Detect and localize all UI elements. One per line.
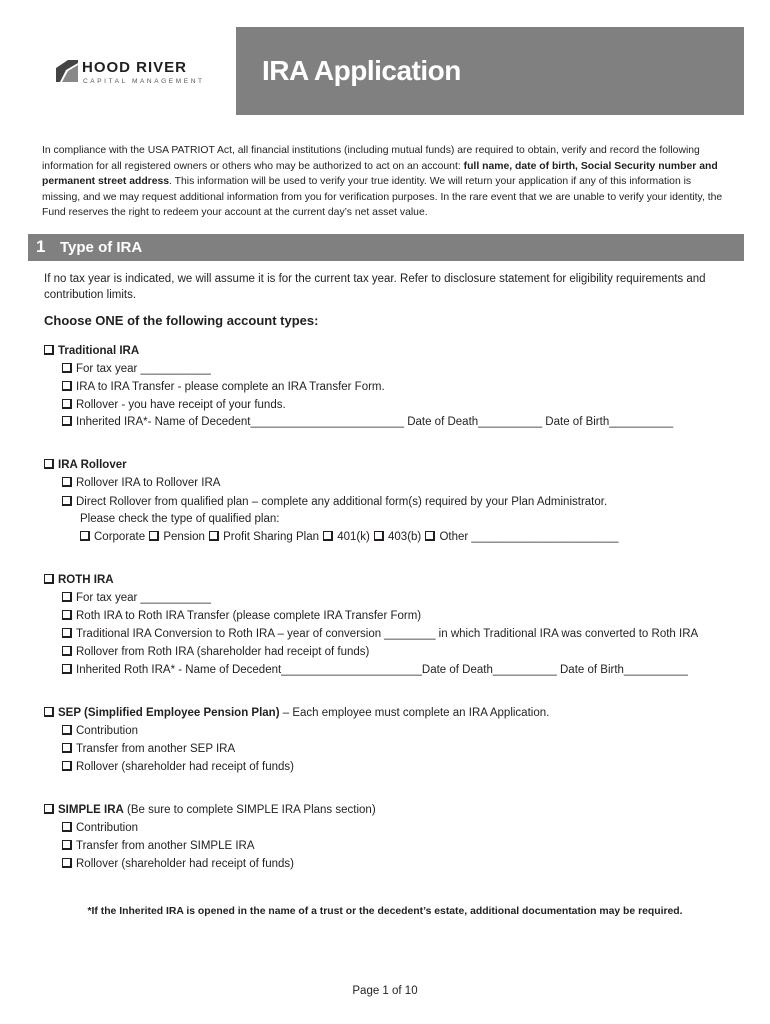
option-simple[interactable] bbox=[44, 802, 376, 818]
option-label: Rollover (shareholder had receipt of funds) bbox=[76, 858, 294, 870]
checkbox-icon[interactable] bbox=[62, 840, 72, 850]
checkbox-icon[interactable] bbox=[62, 363, 72, 373]
option-label: For tax year ___________ bbox=[76, 592, 211, 604]
option-simple-contribution[interactable] bbox=[62, 820, 138, 836]
option-label: Rollover from Roth IRA (shareholder had receipt of funds) bbox=[76, 646, 370, 658]
checkbox-icon[interactable] bbox=[62, 496, 72, 506]
checkbox-icon[interactable] bbox=[62, 761, 72, 771]
plan-type-prompt: Please check the type of qualified plan: bbox=[80, 513, 280, 525]
option-traditional-rollover[interactable] bbox=[62, 397, 286, 413]
checkbox-icon[interactable] bbox=[44, 459, 54, 469]
checkbox-icon[interactable] bbox=[62, 416, 72, 426]
company-logo bbox=[56, 60, 216, 90]
option-label: Rollover (shareholder had receipt of funds) bbox=[76, 761, 294, 773]
option-roth-transfer[interactable] bbox=[62, 608, 421, 624]
checkbox-icon[interactable] bbox=[62, 664, 72, 674]
option-traditional-tax-year[interactable] bbox=[62, 361, 211, 377]
plan-type-options bbox=[80, 529, 619, 545]
option-label: SEP (Simplified Employee Pension Plan) bbox=[58, 707, 280, 719]
option-ira-transfer[interactable] bbox=[62, 379, 385, 395]
checkbox-icon[interactable] bbox=[62, 858, 72, 868]
patriot-act-notice bbox=[42, 143, 732, 221]
checkbox-icon[interactable] bbox=[62, 610, 72, 620]
plan-profit-sharing[interactable]: Profit Sharing Plan bbox=[223, 531, 319, 543]
checkbox-icon[interactable] bbox=[62, 725, 72, 735]
checkbox-icon[interactable] bbox=[44, 804, 54, 814]
option-roth-ira[interactable] bbox=[44, 572, 114, 588]
option-label: Transfer from another SEP IRA bbox=[76, 743, 236, 755]
option-inherited-roth[interactable] bbox=[62, 662, 688, 678]
option-description: (Be sure to complete SIMPLE IRA Plans section) bbox=[123, 804, 376, 816]
section-title: Type of IRA bbox=[60, 239, 143, 256]
option-roth-conversion[interactable] bbox=[62, 626, 698, 642]
option-description: – Each employee must complete an IRA Application. bbox=[279, 707, 550, 719]
checkbox-icon[interactable] bbox=[62, 592, 72, 602]
option-label: Rollover IRA to Rollover IRA bbox=[76, 477, 221, 489]
option-label: IRA to IRA Transfer - please complete an IRA Transfer Form. bbox=[76, 381, 385, 393]
option-sep[interactable] bbox=[44, 705, 549, 721]
plan-401k[interactable]: 401(k) bbox=[337, 531, 370, 543]
option-inherited-ira[interactable] bbox=[62, 414, 673, 430]
logo-subtitle: CAPITAL MANAGEMENT bbox=[83, 78, 205, 85]
page-title: IRA Application bbox=[262, 55, 461, 86]
option-label: For tax year ___________ bbox=[76, 363, 211, 375]
checkbox-icon[interactable] bbox=[62, 646, 72, 656]
option-label: Inherited IRA*- Name of Decedent________________________ Date of Death__________ Date of Birth__________ bbox=[76, 416, 674, 428]
plan-other[interactable]: Other _______________________ bbox=[439, 531, 619, 543]
option-ira-rollover[interactable] bbox=[44, 457, 127, 473]
option-direct-rollover[interactable] bbox=[62, 494, 607, 510]
checkbox-icon[interactable] bbox=[62, 381, 72, 391]
inherited-footnote: *If the Inherited IRA is opened in the name of a trust or the decedent’s estate, additional documentation may be required. bbox=[87, 906, 683, 917]
plan-pension[interactable]: Pension bbox=[163, 531, 205, 543]
intro-text-1: In compliance with the USA PATRIOT Act, all financial institutions (including mutual funds) are required to obtain, verify and record the following information for all registered owners or others who may be authorized to act on an account: bbox=[42, 145, 700, 172]
option-label: Contribution bbox=[76, 822, 139, 834]
title-banner bbox=[236, 27, 744, 115]
option-label: Traditional IRA bbox=[58, 345, 140, 357]
option-sep-contribution[interactable] bbox=[62, 723, 138, 739]
intro-bold: full name, date of birth, Social Security number and permanent street address bbox=[42, 160, 718, 187]
checkbox-icon[interactable] bbox=[62, 477, 72, 487]
option-label: Traditional IRA Conversion to Roth IRA – year of conversion ________ in which Traditional IRA was converted to Roth IRA bbox=[76, 628, 699, 640]
option-label: Inherited Roth IRA* - Name of Decedent______________________Date of Death__________ Date of Birth__________ bbox=[76, 664, 688, 676]
option-label: IRA Rollover bbox=[58, 459, 127, 471]
checkbox-icon[interactable] bbox=[425, 531, 435, 541]
checkbox-icon[interactable] bbox=[149, 531, 159, 541]
checkbox-icon[interactable] bbox=[44, 345, 54, 355]
tax-year-note: If no tax year is indicated, we will assume it is for the current tax year. Refer to disclosure statement for eligibility requirements and contribution limits. bbox=[44, 273, 706, 301]
option-label: SIMPLE IRA bbox=[58, 804, 124, 816]
checkbox-icon[interactable] bbox=[62, 743, 72, 753]
checkbox-icon[interactable] bbox=[44, 574, 54, 584]
option-label: Transfer from another SIMPLE IRA bbox=[76, 840, 255, 852]
plan-403b[interactable]: 403(b) bbox=[388, 531, 422, 543]
checkbox-icon[interactable] bbox=[62, 628, 72, 638]
page-number: Page 1 of 10 bbox=[352, 985, 418, 997]
checkbox-icon[interactable] bbox=[80, 531, 90, 541]
option-label: ROTH IRA bbox=[58, 574, 114, 586]
option-traditional-ira[interactable] bbox=[44, 343, 139, 359]
intro-text-2: . This information will be used to verify your true identity. We will return your application if any of this information is missing, and we may request additional information from you for verification purposes. In the rare event that we are unable to verify your identity, the Fund reserves the right to redeem your account at the current day’s net asset value. bbox=[42, 176, 723, 218]
option-sep-rollover[interactable] bbox=[62, 759, 294, 775]
option-label: Contribution bbox=[76, 725, 139, 737]
section-number: 1 bbox=[36, 237, 46, 256]
section-header bbox=[28, 234, 744, 261]
logo-name: HOOD RIVER bbox=[82, 59, 188, 76]
option-roth-rollover[interactable] bbox=[62, 644, 369, 660]
logo-mark-icon bbox=[56, 60, 78, 82]
checkbox-icon[interactable] bbox=[323, 531, 333, 541]
checkbox-icon[interactable] bbox=[374, 531, 384, 541]
choose-heading: Choose ONE of the following account types: bbox=[44, 313, 319, 328]
option-sep-transfer[interactable] bbox=[62, 741, 235, 757]
option-roth-tax-year[interactable] bbox=[62, 590, 211, 606]
checkbox-icon[interactable] bbox=[209, 531, 219, 541]
option-label: Direct Rollover from qualified plan – complete any additional form(s) required by your Plan Administrator. bbox=[76, 496, 608, 508]
checkbox-icon[interactable] bbox=[62, 399, 72, 409]
checkbox-icon[interactable] bbox=[44, 707, 54, 717]
option-rollover-to-rollover[interactable] bbox=[62, 475, 220, 491]
option-label: Roth IRA to Roth IRA Transfer (please complete IRA Transfer Form) bbox=[76, 610, 422, 622]
checkbox-icon[interactable] bbox=[62, 822, 72, 832]
option-simple-transfer[interactable] bbox=[62, 838, 255, 854]
option-label: Rollover - you have receipt of your funds. bbox=[76, 399, 286, 411]
plan-corporate[interactable]: Corporate bbox=[94, 531, 146, 543]
option-simple-rollover[interactable] bbox=[62, 856, 294, 872]
